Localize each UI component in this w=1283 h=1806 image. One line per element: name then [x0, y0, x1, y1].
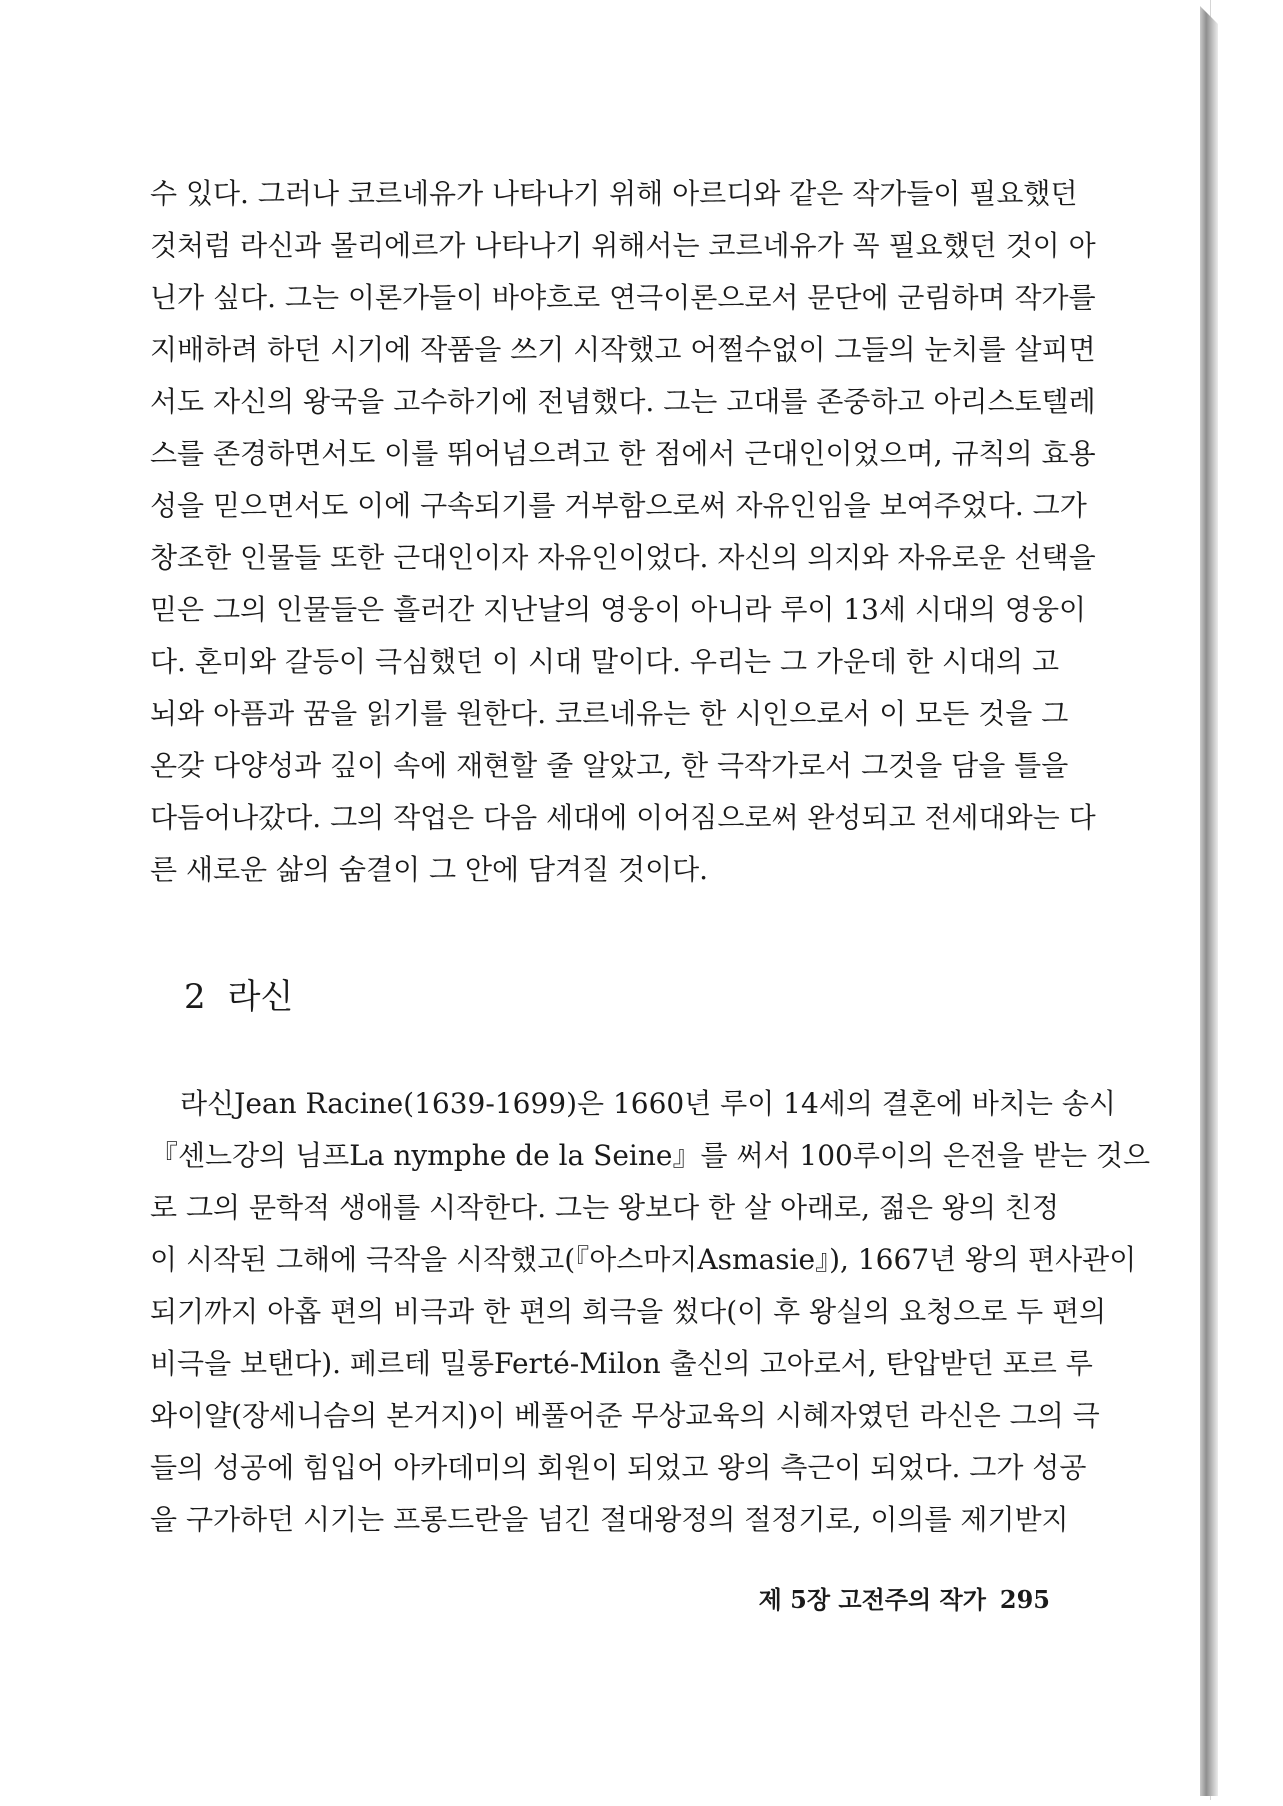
text-line: 성을 믿으면서도 이에 구속되기를 거부함으로써 자유인임을 보여주었다. 그가: [150, 489, 1087, 522]
text-line: 닌가 싶다. 그는 이론가들이 바야흐로 연극이론으로서 문단에 군림하며 작가를: [150, 281, 1096, 314]
paragraph-racine-intro: [150, 1078, 1151, 1546]
background-margin: [1218, 0, 1283, 1806]
text-line: 믿은 그의 인물들은 흘러간 지난날의 영웅이 아니라 루이 13세 시대의 영웅이: [150, 593, 1087, 626]
text-line: 을 구가하던 시기는 프롱드란을 넘긴 절대왕정의 절정기로, 이의를 제기받지: [150, 1503, 1069, 1536]
text-line: 스를 존경하면서도 이를 뛰어넘으려고 한 점에서 근대인이었으며, 규칙의 효용: [150, 437, 1096, 470]
text-line: 수 있다. 그러나 코르네유가 나타나기 위해 아르디와 같은 작가들이 필요했던: [150, 177, 1078, 210]
text-line: 이 시작된 그해에 극작을 시작했고(『아스마지Asmasie』), 1667년 왕의 편사관이: [150, 1243, 1137, 1276]
text-line: 와이얄(장세니슴의 본거지)이 베풀어준 무상교육의 시혜자였던 라신은 그의 극: [150, 1399, 1100, 1432]
text-line: 것처럼 라신과 몰리에르가 나타나기 위해서는 코르네유가 꼭 필요했던 것이 아: [150, 229, 1096, 262]
text-line: 되기까지 아홉 편의 비극과 한 편의 희극을 썼다(이 후 왕실의 요청으로 두 편의: [150, 1295, 1107, 1328]
text-line: 로 그의 문학적 생애를 시작한다. 그는 왕보다 한 살 아래로, 젊은 왕의 친정: [150, 1191, 1060, 1224]
text-line: 지배하려 하던 시기에 작품을 쓰기 시작했고 어쩔수없이 그들의 눈치를 살피면: [150, 333, 1096, 366]
text-line: 온갖 다양성과 깊이 속에 재현할 줄 알았고, 한 극작가로서 그것을 담을 틀을: [150, 749, 1069, 782]
text-line: 비극을 보탠다). 페르테 밀롱Ferté-Milon 출신의 고아로서, 탄압받던 포르 루: [150, 1347, 1093, 1380]
text-line: 뇌와 아픔과 꿈을 읽기를 원한다. 코르네유는 한 시인으로서 이 모든 것을 그: [150, 697, 1069, 730]
text-line: 창조한 인물들 또한 근대인이자 자유인이었다. 자신의 의지와 자유로운 선택을: [150, 541, 1096, 574]
text-line: 서도 자신의 왕국을 고수하기에 전념했다. 그는 고대를 존중하고 아리스토텔레: [150, 385, 1096, 418]
text-line: 른 새로운 삶의 숨결이 그 안에 담겨질 것이다.: [150, 853, 709, 886]
chapter-title: 제 5장 고전주의 작가: [758, 1585, 986, 1614]
page-footer: [750, 1580, 1050, 1620]
section-heading: [184, 972, 293, 1022]
text-line: 라신Jean Racine(1639-1699)은 1660년 루이 14세의 결혼에 바치는 송시: [180, 1087, 1116, 1120]
section-number: 2: [184, 977, 206, 1017]
page-number: 295: [999, 1585, 1050, 1614]
page-edge-shadow: [1200, 6, 1218, 1796]
text-line: 『센느강의 님프La nymphe de la Seine』를 써서 100루이의 은전을 받는 것으: [150, 1139, 1151, 1172]
text-line: 다. 혼미와 갈등이 극심했던 이 시대 말이다. 우리는 그 가운데 한 시대의 고: [150, 645, 1060, 678]
text-line: 다듬어나갔다. 그의 작업은 다음 세대에 이어짐으로써 완성되고 전세대와는 다: [150, 801, 1096, 834]
paragraph-corneille-conclusion: [150, 168, 1096, 896]
section-title: 라신: [227, 977, 294, 1017]
text-line: 들의 성공에 힘입어 아카데미의 회원이 되었고 왕의 측근이 되었다. 그가 성공: [150, 1451, 1087, 1484]
